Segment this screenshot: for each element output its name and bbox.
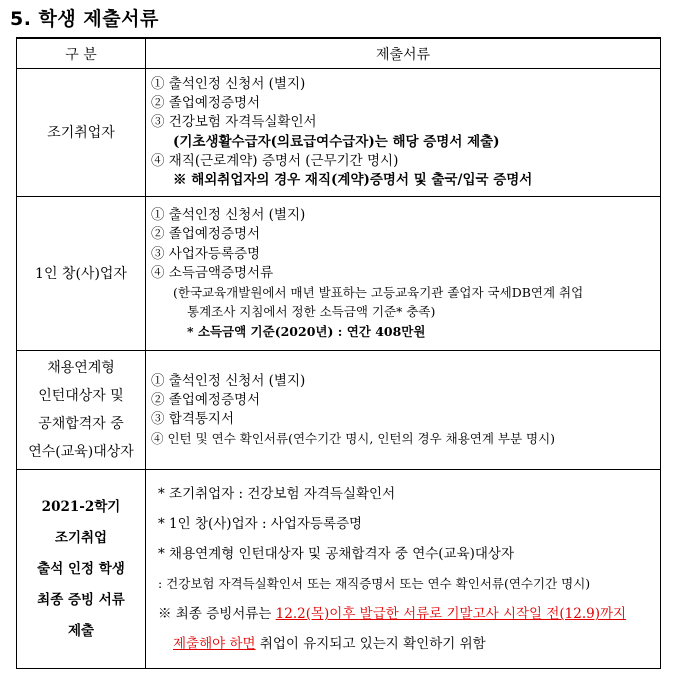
notice-prefix: ※ 최종 증빙서류는 bbox=[158, 606, 276, 622]
documents-cell bbox=[146, 351, 661, 470]
doc-line: ③ 사업자등록증명 bbox=[151, 245, 261, 262]
doc-line: * 채용연계형 인턴대상자 및 공채합격자 중 연수(교육)대상자 bbox=[158, 546, 515, 562]
table-row-intern bbox=[17, 351, 661, 470]
notice-deadline-highlight: 12.2(목)이후 발급한 서류로 기말고사 시작일 전(12.9)까지 bbox=[275, 606, 627, 622]
category-label: 출석 인정 학생 bbox=[37, 560, 125, 577]
doc-line: * 조기취업자 : 건강보험 자격득실확인서 bbox=[158, 486, 396, 502]
category-cell bbox=[17, 69, 146, 197]
notice-suffix: 취업이 유지되고 있는지 확인하기 위함 bbox=[255, 636, 486, 652]
category-label: 공채합격자 중 bbox=[38, 416, 124, 432]
table-row-early-employee bbox=[17, 69, 661, 197]
category-label: 조기취업 bbox=[54, 529, 108, 546]
category-label: 제출 bbox=[67, 622, 95, 639]
doc-line: ① 출석인정 신청서 (별지) bbox=[151, 372, 306, 389]
doc-note: ※ 해외취업자의 경우 재직(계약)증명서 및 출국/입국 증명서 bbox=[173, 171, 533, 188]
doc-line: ③ 건강보험 자격득실확인서 bbox=[151, 114, 317, 131]
final-notice-cont bbox=[158, 629, 660, 659]
doc-line: ② 졸업예정증명서 bbox=[151, 391, 261, 408]
category-label: 채용연계형 bbox=[47, 360, 115, 376]
documents-cell bbox=[146, 69, 661, 197]
doc-line: ④ 소득금액증명서류 bbox=[151, 264, 274, 281]
category-label: 인턴대상자 및 bbox=[38, 388, 124, 404]
table-row-final-proof bbox=[17, 470, 661, 669]
doc-note: * 소득금액 기준(2020년) : 연간 408만원 bbox=[187, 323, 426, 339]
documents-cell bbox=[146, 470, 661, 669]
section-title: 5. 학생 제출서류 bbox=[10, 8, 159, 30]
category-cell bbox=[17, 351, 146, 470]
table-header-row bbox=[17, 38, 661, 69]
doc-note: (한국교육개발원에서 매년 발표하는 고등교육기관 졸업자 국세DB연계 취업 bbox=[173, 285, 584, 301]
category-label: 1인 창(사)업자 bbox=[35, 265, 127, 282]
doc-note: (기초생활수급자(의료급여수급자)는 해당 증명서 제출) bbox=[173, 133, 500, 150]
doc-line: ④ 인턴 및 연수 확인서류(연수기간 명시, 인턴의 경우 채용연계 부분 명시) bbox=[151, 431, 556, 447]
doc-line: ③ 합격통지서 bbox=[151, 411, 234, 427]
final-notice bbox=[158, 599, 660, 629]
doc-line: * 1인 창(사)업자 : 사업자등록증명 bbox=[158, 516, 363, 532]
category-cell bbox=[17, 470, 146, 669]
category-label: 조기취업자 bbox=[47, 124, 115, 141]
category-label: 연수(교육)대상자 bbox=[28, 444, 134, 460]
category-label: 최종 증빙 서류 bbox=[37, 591, 125, 608]
category-cell bbox=[17, 197, 146, 351]
doc-line: ② 졸업예정증명서 bbox=[151, 226, 261, 243]
table-row-startup bbox=[17, 197, 661, 351]
doc-line: ① 출석인정 신청서 (별지) bbox=[151, 75, 306, 92]
doc-line: ② 졸업예정증명서 bbox=[151, 95, 261, 112]
header-category: 구 분 bbox=[17, 38, 146, 69]
doc-line: ① 출석인정 신청서 (별지) bbox=[151, 207, 306, 224]
category-label: 2021-2학기 bbox=[41, 498, 121, 515]
doc-line: ④ 재직(근로계약) 증명서 (근무기간 명시) bbox=[151, 152, 399, 169]
doc-note: 통계조사 지침에서 정한 소득금액 기준* 충족) bbox=[187, 304, 436, 320]
doc-line: : 건강보험 자격득실확인서 또는 재직증명서 또는 연수 확인서류(연수기간 명시) bbox=[158, 576, 591, 591]
documents-cell bbox=[146, 197, 661, 351]
documents-table bbox=[16, 37, 661, 669]
notice-submit-highlight: 제출해야 하면 bbox=[173, 636, 256, 652]
header-documents: 제출서류 bbox=[146, 38, 661, 69]
